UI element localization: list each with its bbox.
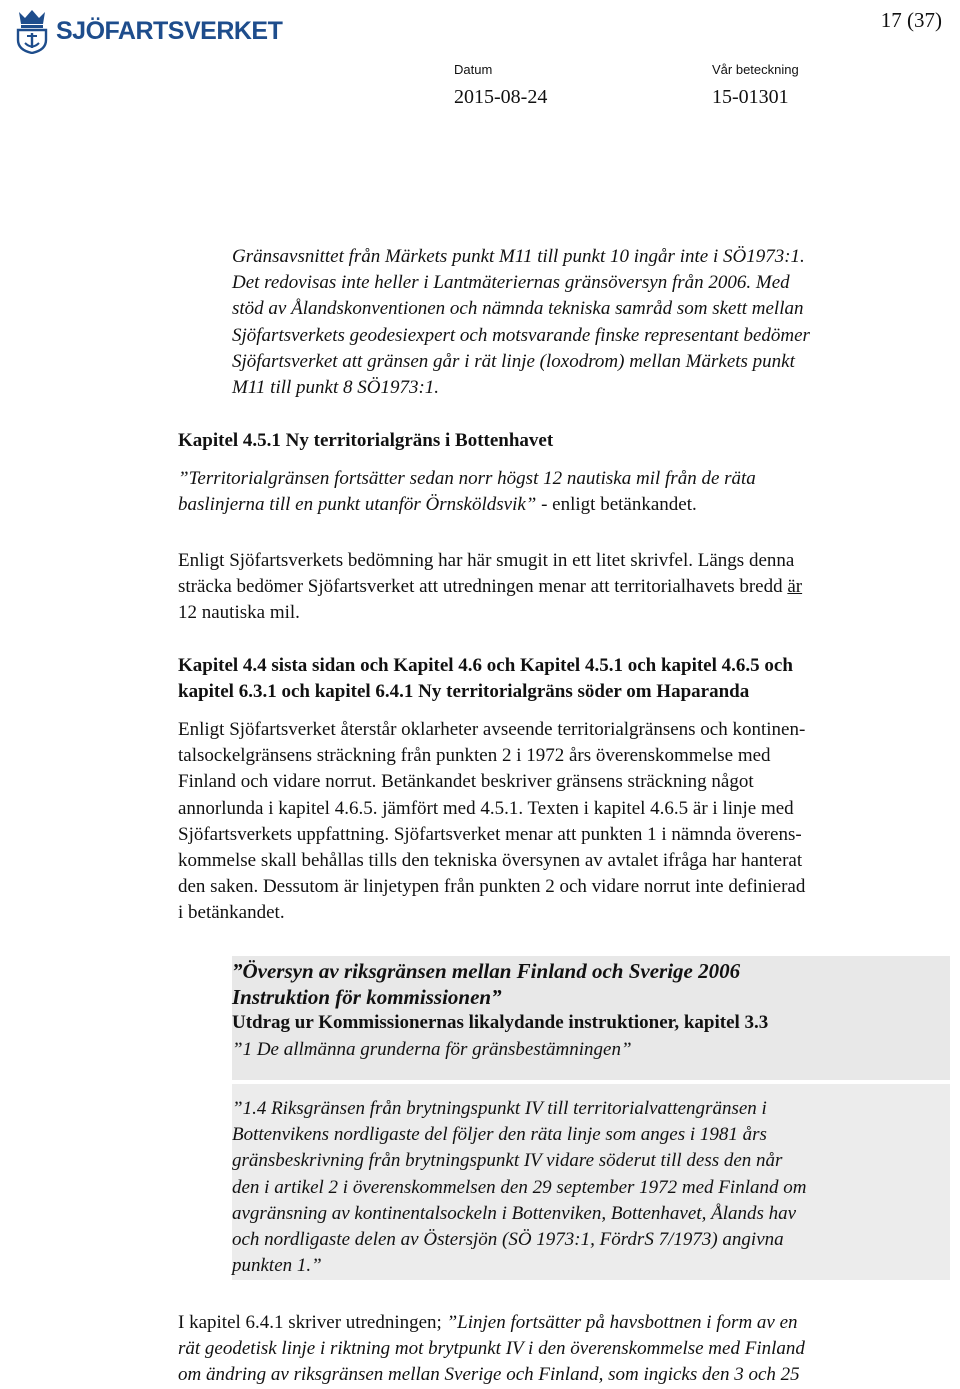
- text-line: Det redovisas inte heller i Lantmäteriernas gränsöversyn från 2006. Med: [232, 272, 790, 294]
- quote-title-line: Instruktion för kommissionen”: [232, 985, 502, 1010]
- closing-paragraph: [178, 1310, 948, 1389]
- logo-wordmark: SJÖFARTSVERKET: [56, 16, 283, 45]
- section2-paragraph: [178, 717, 948, 927]
- date-value: 2015-08-24: [454, 86, 548, 108]
- reference-label: Vår beteckning: [712, 62, 799, 77]
- section-heading-4-4: [178, 653, 948, 705]
- text-line: Bottenvikens nordligaste del följer den räta linje som anges i 1981 års: [232, 1124, 767, 1146]
- text-line: gränsbeskrivning från brytningspunkt IV vidare söderut till dess den når: [232, 1150, 783, 1172]
- text-line: 12 nautiska mil.: [178, 602, 300, 624]
- quote-text: baslinjerna till en punkt utanför Örnsköldsvik”: [178, 494, 537, 516]
- quote-title-line: ”Översyn av riksgränsen mellan Finland och Sverige 2006: [232, 959, 741, 983]
- intro-paragraph: [232, 244, 952, 401]
- crown-anchor-emblem-icon: [14, 8, 50, 54]
- text-line: och nordligaste delen av Östersjön (SÖ 1973:1, FördrS 7/1973) angivna: [232, 1229, 784, 1251]
- quote-text: ”Linjen fortsätter på havsbottnen i form av en: [446, 1312, 798, 1333]
- text-line: rät geodetisk linje i riktning mot brytpunkt IV i den överenskommelse med Finland: [178, 1338, 805, 1360]
- text-line: M11 till punkt 8 SÖ1973:1.: [232, 377, 440, 399]
- text-line: Sjöfartsverkets uppfattning. Sjöfartsverket menar att punkten 1 i nämnda överens-: [178, 823, 802, 845]
- quote-chapter: ”1 De allmänna grunderna för gränsbestämningen”: [232, 1038, 632, 1060]
- logo: [14, 8, 282, 54]
- text-line: i betänkandet.: [178, 902, 285, 924]
- text-line: om ändring av riksgränsen mellan Sverige och Finland, som ingicks den 3 och 25: [178, 1364, 800, 1386]
- text-line: [178, 492, 948, 518]
- text-line: Enligt Sjöfartsverkets bedömning har här smugit in ett litet skrivfel. Längs denna: [178, 550, 795, 571]
- text-line: Gränsavsnittet från Märkets punkt M11 till punkt 10 ingår inte i SÖ1973:1.: [232, 246, 805, 267]
- text-line: den saken. Dessutom är linjetypen från punkten 2 och vidare norrut inte definierad: [178, 876, 806, 898]
- quote-block-body: [232, 1096, 932, 1279]
- text-line: Sjöfartsverkets geodesiexpert och motsvarande finske representant bedömer: [232, 324, 810, 346]
- heading-line: kapitel 6.3.1 och kapitel 6.4.1 Ny territorialgräns söder om Haparanda: [178, 681, 750, 703]
- text-line: punkten 1.”: [232, 1255, 322, 1277]
- heading-line: Kapitel 4.4 sista sidan och Kapitel 4.6 och Kapitel 4.5.1 och kapitel 4.6.5 och: [178, 655, 793, 676]
- text-span: I kapitel 6.4.1 skriver utredningen;: [178, 1312, 447, 1333]
- page-number: 17 (37): [880, 8, 942, 32]
- text-line: Enligt Sjöfartsverket återstår oklarheter avseende territorialgränsens och kontinen-: [178, 719, 806, 740]
- text-line: stöd av Ålandskonventionen och nämnda tekniska samråd som skett mellan: [232, 298, 804, 320]
- text-line: [178, 1310, 948, 1336]
- section1-paragraph: [178, 548, 948, 627]
- attribution-text: - enligt betänkandet.: [536, 494, 697, 516]
- section1-quote: [178, 466, 948, 518]
- text-span: sträcka bedömer Sjöfartsverket att utredningen menar att territorialhavets bredd: [178, 576, 788, 598]
- section-heading-4-5-1: Kapitel 4.5.1 Ny territorialgräns i Bottenhavet: [178, 430, 554, 451]
- quote-block-header: [232, 958, 932, 1063]
- date-label: Datum: [454, 62, 493, 77]
- text-line: kommelse skall behållas tills den tekniska översynen av avtalet ifråga har hanterat: [178, 850, 803, 872]
- quote-subtitle: Utdrag ur Kommissionernas likalydande instruktioner, kapitel 3.3: [232, 1012, 769, 1034]
- text-line: talsockelgränsens sträckning från punkten 2 i 1972 års överenskommelse med: [178, 745, 771, 767]
- text-line: annorlunda i kapitel 4.6.5. jämfört med 4.5.1. Texten i kapitel 4.6.5 är i linje med: [178, 797, 794, 819]
- underlined-word: är: [787, 576, 803, 598]
- text-line: avgränsning av kontinentalsockeln i Bottenviken, Bottenhavet, Ålands hav: [232, 1202, 797, 1224]
- text-line: ”Territorialgränsen fortsätter sedan norr högst 12 nautiska mil från de räta: [178, 468, 756, 489]
- text-line: [178, 574, 948, 600]
- text-line: ”1.4 Riksgränsen från brytningspunkt IV till territorialvattengränsen i: [232, 1098, 767, 1119]
- text-line: Finland och vidare norrut. Betänkandet beskriver gränsens sträckning något: [178, 771, 754, 793]
- reference-value: 15-01301: [712, 86, 789, 108]
- text-line: den i artikel 2 i överenskommelsen den 29 september 1972 med Finland om: [232, 1176, 807, 1198]
- text-line: Sjöfartsverket att gränsen går i rät linje (loxodrom) mellan Märkets punkt: [232, 350, 795, 372]
